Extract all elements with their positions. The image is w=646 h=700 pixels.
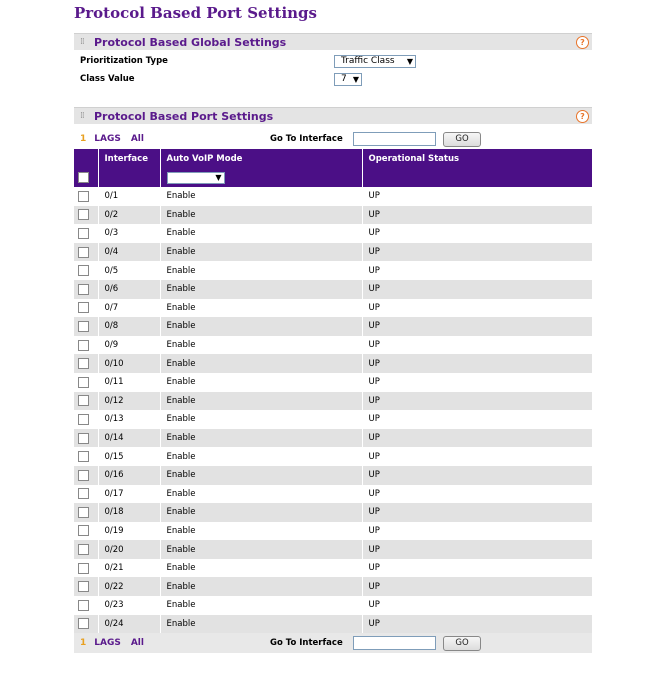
- row-select-cell: [74, 280, 98, 299]
- auto-voip-mode-cell: Enable: [160, 429, 362, 448]
- auto-voip-mode-cell: Enable: [160, 392, 362, 411]
- unit-link[interactable]: 1: [80, 638, 87, 649]
- prioritization-type-value: Traffic Class: [341, 56, 395, 66]
- row-checkbox[interactable]: [78, 228, 89, 239]
- operational-status-cell: UP: [362, 261, 592, 280]
- global-settings-header[interactable]: [74, 33, 592, 50]
- row-checkbox[interactable]: [78, 284, 89, 295]
- row-checkbox[interactable]: [78, 618, 89, 629]
- table-row[interactable]: [74, 410, 592, 429]
- auto-voip-mode-cell: Enable: [160, 187, 362, 206]
- operational-status-cell: UP: [362, 243, 592, 262]
- row-checkbox[interactable]: [78, 265, 89, 276]
- all-link[interactable]: All: [130, 134, 144, 144]
- table-row[interactable]: [74, 354, 592, 373]
- table-row[interactable]: [74, 466, 592, 485]
- interface-cell: 0/15: [98, 447, 160, 466]
- lags-link[interactable]: LAGS: [94, 638, 121, 649]
- table-row[interactable]: [74, 596, 592, 615]
- interface-cell: 0/8: [98, 317, 160, 336]
- help-icon[interactable]: ?: [576, 110, 589, 123]
- row-checkbox[interactable]: [78, 525, 89, 536]
- auto-voip-mode-cell: Enable: [160, 503, 362, 522]
- operational-status-column-header[interactable]: Operational Status: [362, 149, 592, 168]
- auto-voip-mode-cell: Enable: [160, 466, 362, 485]
- select-all-cell: [74, 168, 98, 187]
- operational-status-cell: UP: [362, 280, 592, 299]
- select-column-header: [74, 149, 98, 168]
- operational-status-cell: UP: [362, 577, 592, 596]
- go-button[interactable]: GO: [443, 132, 481, 147]
- row-select-cell: [74, 615, 98, 634]
- operational-status-cell: UP: [362, 354, 592, 373]
- interface-cell: 0/11: [98, 373, 160, 392]
- row-select-cell: [74, 261, 98, 280]
- filter-row: [74, 168, 592, 187]
- port-settings-title: Protocol Based Port Settings: [94, 109, 274, 123]
- auto-voip-mode-column-header[interactable]: Auto VoIP Mode: [160, 149, 362, 168]
- unit-link[interactable]: 1: [80, 134, 87, 144]
- auto-voip-mode-filter-select[interactable]: [167, 172, 225, 184]
- interface-cell: 0/5: [98, 261, 160, 280]
- row-select-cell: [74, 336, 98, 355]
- chevron-down-icon: ▼: [406, 56, 414, 66]
- go-to-interface-label: Go To Interface: [270, 638, 343, 649]
- table-row[interactable]: [74, 503, 592, 522]
- auto-voip-mode-cell: Enable: [160, 280, 362, 299]
- table-row[interactable]: [74, 243, 592, 262]
- row-checkbox[interactable]: [78, 340, 89, 351]
- operational-status-cell: UP: [362, 503, 592, 522]
- row-select-cell: [74, 354, 98, 373]
- table-row[interactable]: [74, 540, 592, 559]
- interface-cell: 0/21: [98, 559, 160, 578]
- global-settings-section: [74, 33, 592, 88]
- row-checkbox[interactable]: [78, 563, 89, 574]
- operational-status-cell: UP: [362, 447, 592, 466]
- operational-status-cell: UP: [362, 429, 592, 448]
- interface-cell: 0/18: [98, 503, 160, 522]
- row-select-cell: [74, 410, 98, 429]
- auto-voip-mode-cell: Enable: [160, 540, 362, 559]
- filter-mode-cell: [160, 168, 362, 187]
- go-button[interactable]: GO: [443, 636, 481, 651]
- interface-cell: 0/10: [98, 354, 160, 373]
- operational-status-cell: UP: [362, 336, 592, 355]
- help-icon[interactable]: ?: [576, 36, 589, 49]
- interface-cell: 0/13: [98, 410, 160, 429]
- interface-cell: 0/19: [98, 522, 160, 541]
- prioritization-type-label: Prioritization Type: [80, 56, 168, 66]
- table-row[interactable]: [74, 317, 592, 336]
- class-value-row: [74, 70, 592, 88]
- row-select-cell: [74, 373, 98, 392]
- auto-voip-mode-cell: Enable: [160, 317, 362, 336]
- table-row[interactable]: [74, 522, 592, 541]
- row-select-cell: [74, 559, 98, 578]
- auto-voip-mode-cell: Enable: [160, 336, 362, 355]
- row-checkbox[interactable]: [78, 470, 89, 481]
- row-select-cell: [74, 596, 98, 615]
- auto-voip-mode-cell: Enable: [160, 354, 362, 373]
- auto-voip-mode-cell: Enable: [160, 299, 362, 318]
- table-row[interactable]: [74, 559, 592, 578]
- filter-interface-cell: [98, 168, 160, 187]
- row-select-cell: [74, 392, 98, 411]
- interface-column-header[interactable]: Interface: [98, 149, 160, 168]
- interface-cell: 0/6: [98, 280, 160, 299]
- class-value-select[interactable]: [334, 73, 362, 86]
- table-row[interactable]: [74, 206, 592, 225]
- port-settings-section: [74, 107, 592, 653]
- auto-voip-mode-cell: Enable: [160, 373, 362, 392]
- auto-voip-mode-cell: Enable: [160, 559, 362, 578]
- row-select-cell: [74, 485, 98, 504]
- row-select-cell: [74, 224, 98, 243]
- drag-grip-icon: ⁞⁞: [80, 37, 84, 47]
- port-settings-header[interactable]: [74, 107, 592, 124]
- row-checkbox[interactable]: [78, 544, 89, 555]
- interface-cell: 0/24: [98, 615, 160, 634]
- interface-cell: 0/4: [98, 243, 160, 262]
- auto-voip-mode-cell: Enable: [160, 522, 362, 541]
- row-checkbox[interactable]: [78, 358, 89, 369]
- row-checkbox[interactable]: [78, 451, 89, 462]
- auto-voip-mode-cell: Enable: [160, 615, 362, 634]
- prioritization-type-select[interactable]: [334, 55, 416, 68]
- row-checkbox[interactable]: [78, 209, 89, 220]
- auto-voip-mode-cell: Enable: [160, 577, 362, 596]
- row-select-cell: [74, 577, 98, 596]
- table-row[interactable]: [74, 615, 592, 634]
- row-checkbox[interactable]: [78, 581, 89, 592]
- row-checkbox[interactable]: [78, 395, 89, 406]
- page-title: Protocol Based Port Settings: [74, 4, 317, 22]
- operational-status-cell: UP: [362, 540, 592, 559]
- table-row[interactable]: [74, 224, 592, 243]
- interface-cell: 0/1: [98, 187, 160, 206]
- row-checkbox[interactable]: [78, 377, 89, 388]
- auto-voip-mode-cell: Enable: [160, 447, 362, 466]
- table-row[interactable]: [74, 261, 592, 280]
- interface-cell: 0/3: [98, 224, 160, 243]
- auto-voip-mode-cell: Enable: [160, 596, 362, 615]
- go-to-interface-label: Go To Interface: [270, 134, 343, 144]
- operational-status-cell: UP: [362, 317, 592, 336]
- table-row[interactable]: [74, 485, 592, 504]
- table-row[interactable]: [74, 280, 592, 299]
- filter-status-cell: [362, 168, 592, 187]
- class-value-label: Class Value: [80, 74, 135, 84]
- auto-voip-mode-cell: Enable: [160, 410, 362, 429]
- interface-cell: 0/14: [98, 429, 160, 448]
- interface-cell: 0/2: [98, 206, 160, 225]
- operational-status-cell: UP: [362, 485, 592, 504]
- operational-status-cell: UP: [362, 522, 592, 541]
- row-checkbox[interactable]: [78, 191, 89, 202]
- row-select-cell: [74, 429, 98, 448]
- auto-voip-mode-cell: Enable: [160, 224, 362, 243]
- operational-status-cell: UP: [362, 187, 592, 206]
- operational-status-cell: UP: [362, 559, 592, 578]
- table-row[interactable]: [74, 373, 592, 392]
- auto-voip-mode-cell: Enable: [160, 243, 362, 262]
- row-checkbox[interactable]: [78, 321, 89, 332]
- bottom-nav-row: [74, 633, 592, 653]
- operational-status-cell: UP: [362, 373, 592, 392]
- interface-cell: 0/16: [98, 466, 160, 485]
- operational-status-cell: UP: [362, 596, 592, 615]
- row-checkbox[interactable]: [78, 414, 89, 425]
- row-select-cell: [74, 206, 98, 225]
- operational-status-cell: UP: [362, 410, 592, 429]
- table-row[interactable]: [74, 577, 592, 596]
- row-select-cell: [74, 447, 98, 466]
- table-row[interactable]: [74, 392, 592, 411]
- operational-status-cell: UP: [362, 224, 592, 243]
- table-row[interactable]: [74, 299, 592, 318]
- interface-cell: 0/7: [98, 299, 160, 318]
- lags-link[interactable]: LAGS: [94, 134, 121, 144]
- table-row[interactable]: [74, 336, 592, 355]
- auto-voip-mode-cell: Enable: [160, 485, 362, 504]
- row-checkbox[interactable]: [78, 600, 89, 611]
- prioritization-row: [74, 52, 592, 70]
- row-select-cell: [74, 466, 98, 485]
- row-select-cell: [74, 522, 98, 541]
- global-settings-title: Protocol Based Global Settings: [94, 35, 287, 49]
- row-checkbox[interactable]: [78, 247, 89, 258]
- all-link[interactable]: All: [130, 638, 144, 649]
- auto-voip-mode-cell: Enable: [160, 206, 362, 225]
- interface-cell: 0/22: [98, 577, 160, 596]
- row-checkbox[interactable]: [78, 488, 89, 499]
- table-row[interactable]: [74, 429, 592, 448]
- drag-grip-icon: ⁞⁞: [80, 111, 84, 121]
- row-select-cell: [74, 299, 98, 318]
- row-select-cell: [74, 540, 98, 559]
- interface-cell: 0/20: [98, 540, 160, 559]
- operational-status-cell: UP: [362, 615, 592, 634]
- row-checkbox[interactable]: [78, 507, 89, 518]
- operational-status-cell: UP: [362, 206, 592, 225]
- chevron-down-icon: ▼: [215, 173, 222, 182]
- table-row[interactable]: [74, 187, 592, 206]
- row-select-cell: [74, 243, 98, 262]
- go-to-interface-input[interactable]: [353, 132, 436, 146]
- interface-cell: 0/17: [98, 485, 160, 504]
- ports-table: [74, 149, 593, 633]
- row-checkbox[interactable]: [78, 433, 89, 444]
- select-all-checkbox[interactable]: [78, 172, 89, 183]
- row-select-cell: [74, 187, 98, 206]
- operational-status-cell: UP: [362, 299, 592, 318]
- operational-status-cell: UP: [362, 466, 592, 485]
- table-header-row: [74, 149, 592, 168]
- interface-cell: 0/9: [98, 336, 160, 355]
- go-to-interface-input[interactable]: [353, 636, 436, 650]
- interface-cell: 0/12: [98, 392, 160, 411]
- row-select-cell: [74, 317, 98, 336]
- operational-status-cell: UP: [362, 392, 592, 411]
- row-checkbox[interactable]: [78, 302, 89, 313]
- table-row[interactable]: [74, 447, 592, 466]
- auto-voip-mode-cell: Enable: [160, 261, 362, 280]
- class-value-value: 7: [341, 74, 347, 84]
- row-select-cell: [74, 503, 98, 522]
- chevron-down-icon: ▼: [352, 74, 360, 84]
- interface-cell: 0/23: [98, 596, 160, 615]
- top-nav-row: [74, 129, 592, 149]
